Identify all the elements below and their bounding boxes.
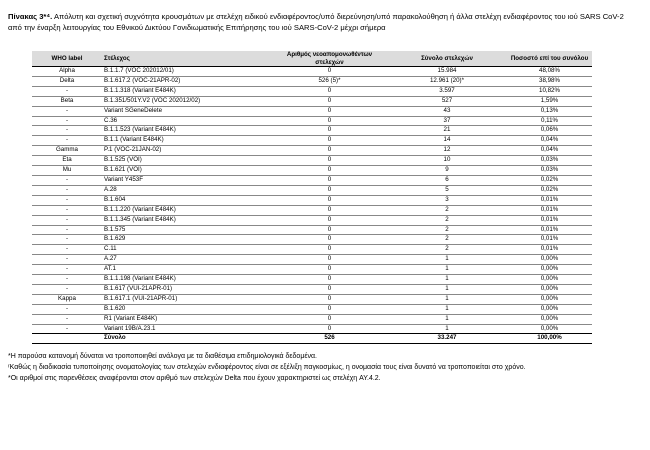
table-row — [32, 116, 592, 126]
cell-who-label: - — [65, 245, 69, 253]
cell-new-isolates: 0 — [327, 294, 332, 302]
cell-who-label: Gamma — [55, 146, 78, 154]
cell-percentage: 0,01% — [540, 205, 559, 213]
cell-who-label: - — [65, 215, 69, 223]
table-row — [32, 146, 592, 156]
cell-who-label: - — [65, 195, 69, 203]
table-row — [32, 275, 592, 285]
cell-total-strains: 1 — [445, 314, 449, 322]
cell-total-strains: 6 — [445, 175, 449, 183]
cell-strain: B.1.1.220 (Variant E484K) — [104, 205, 176, 213]
cell-new-isolates: 0 — [327, 255, 332, 263]
table-row — [32, 96, 592, 106]
footnotes — [8, 352, 608, 386]
cell-total-strains: 12.961 (20)* — [429, 76, 465, 84]
cell-total-strains: 21 — [443, 126, 451, 134]
cell-total-strains: 1 — [445, 275, 449, 283]
footnote: ʳΚαθώς η διαδικασία τυποποίησης ονοματολογίας των στελεχών ενδιαφέροντος είναι σε εξέλιξη παγκοσμίως, η ονομασία τους είναι δυνατό να τροποποιείται στο χρόνο. — [8, 364, 526, 372]
cell-who-label: - — [65, 235, 69, 243]
cell-new-isolates: 0 — [327, 275, 332, 283]
table-header-row — [32, 51, 592, 67]
cell-percentage: 0,00% — [540, 284, 559, 292]
cell-strain: Variant Y453F — [104, 175, 143, 183]
cell-who-label: Alpha — [59, 67, 75, 74]
cell-who-label: Delta — [59, 76, 75, 84]
cell-percentage: 0,01% — [540, 195, 559, 203]
cell-who-label: - — [65, 185, 69, 193]
cell-total-strains: 1 — [445, 255, 449, 263]
cell-total-strains: 1 — [445, 294, 449, 302]
table-row — [32, 126, 592, 136]
cell-who-label: - — [65, 205, 69, 213]
cell-who-label: Kappa — [58, 294, 76, 302]
table-row — [32, 175, 592, 185]
cell-percentage: 38,98% — [539, 76, 560, 84]
cell-new-isolates: 0 — [327, 265, 332, 273]
cell-percentage: 0,06% — [540, 126, 559, 134]
total-percentage: 100,00% — [507, 334, 592, 344]
cell-new-isolates: 0 — [327, 96, 332, 104]
table-row — [32, 324, 592, 334]
header-total-strains: Σύνολο στελεχών — [387, 51, 507, 67]
cell-who-label: Beta — [60, 96, 74, 104]
cell-strain: AT.1 — [104, 265, 116, 273]
cell-total-strains: 2 — [445, 205, 449, 213]
header-new-isolates: Αριθμός νεοαπομονωθέντων στελεχών — [272, 51, 387, 67]
cell-who-label: - — [65, 136, 69, 144]
cell-percentage: 0,04% — [540, 146, 559, 154]
cell-strain: B.1.1.7 (VOC 202012/01) — [104, 67, 174, 74]
cell-percentage: 0,00% — [540, 294, 559, 302]
cell-strain: B.1.1.523 (Variant E484K) — [104, 126, 176, 134]
table-row — [32, 195, 592, 205]
cell-total-strains: 3 — [445, 195, 449, 203]
cell-percentage: 0,11% — [540, 116, 559, 124]
total-who-label — [32, 334, 102, 344]
cell-strain: B.1.617 (VUI-21APR-01) — [104, 284, 173, 292]
total-new-isolates: 526 — [272, 334, 387, 344]
cell-strain: B.1.575 — [104, 225, 126, 233]
header-percentage: Ποσοστό επί του συνόλου — [507, 51, 592, 67]
cell-new-isolates: 0 — [327, 166, 332, 174]
cell-who-label: - — [65, 284, 69, 292]
table-row — [32, 215, 592, 225]
cell-who-label: - — [65, 314, 69, 322]
cell-total-strains: 15.984 — [437, 67, 457, 74]
header-who-label: WHO label — [32, 51, 102, 67]
cell-who-label: - — [65, 324, 69, 332]
cell-percentage: 0,01% — [540, 225, 559, 233]
cell-new-isolates: 0 — [327, 324, 332, 332]
total-label: Σύνολο — [102, 334, 272, 344]
cell-who-label: Eta — [62, 156, 72, 164]
cell-who-label: - — [65, 255, 69, 263]
caption-label: Πίνακας 3*⁴. — [8, 12, 53, 21]
cell-new-isolates: 0 — [327, 146, 332, 154]
cell-who-label: Mu — [62, 166, 72, 174]
cell-new-isolates: 0 — [327, 175, 332, 183]
cell-percentage: 0,01% — [540, 245, 559, 253]
cell-strain: B.1.620 — [104, 304, 126, 312]
cell-percentage: 0,04% — [540, 136, 559, 144]
cell-total-strains: 2 — [445, 245, 449, 253]
cell-new-isolates: 0 — [327, 314, 332, 322]
cell-percentage: 0,03% — [540, 156, 559, 164]
cell-total-strains: 5 — [445, 185, 449, 193]
cell-who-label: - — [65, 86, 69, 94]
cell-strain: A.28 — [104, 185, 117, 193]
cell-total-strains: 10 — [443, 156, 451, 164]
cell-strain: R1 (Variant E484K) — [104, 314, 158, 322]
cell-strain: B.1.617.2 (VOC-21APR-02) — [104, 76, 181, 84]
footnote: *Η παρούσα κατανομή δύναται να τροποποιηθεί ανάλογα με τα διαθέσιμα επιδημιολογικά δεδομένα. — [8, 353, 317, 360]
footnote: *Οι αριθμοί στις παρενθέσεις αναφέρονται στον αριθμό των στελεχών Delta που έχουν χαρακτηριστεί ως στελέχη AY.4.2. — [8, 375, 381, 383]
cell-who-label: - — [65, 175, 69, 183]
cell-total-strains: 2 — [445, 215, 449, 223]
cell-total-strains: 12 — [443, 146, 451, 154]
table-row — [32, 67, 592, 77]
cell-new-isolates: 0 — [327, 185, 332, 193]
cell-strain: Variant SGeneDelete — [104, 106, 163, 114]
cell-new-isolates: 0 — [327, 86, 332, 94]
cell-percentage: 0,02% — [540, 175, 559, 183]
table-row — [32, 136, 592, 146]
cell-strain: B.1.351/501Y.V2 (VOC 202012/02) — [104, 96, 201, 104]
cell-strain: B.1.1.198 (Variant E484K) — [104, 275, 176, 283]
cell-total-strains: 43 — [443, 106, 451, 114]
table-caption — [8, 12, 638, 33]
cell-who-label: - — [65, 126, 69, 134]
cell-percentage: 0,00% — [540, 314, 559, 322]
cell-new-isolates: 0 — [327, 304, 332, 312]
cell-new-isolates: 0 — [327, 195, 332, 203]
cell-total-strains: 2 — [445, 225, 449, 233]
cell-total-strains: 1 — [445, 304, 449, 312]
cell-new-isolates: 0 — [327, 136, 332, 144]
table-row — [32, 166, 592, 176]
table-row — [32, 76, 592, 86]
cell-who-label: - — [65, 275, 69, 283]
cell-new-isolates: 0 — [327, 156, 332, 164]
cell-new-isolates: 0 — [327, 106, 332, 114]
cell-strain: B.1.1.345 (Variant E484K) — [104, 215, 176, 223]
cell-strain: B.1.629 — [104, 235, 126, 243]
cell-new-isolates: 0 — [327, 245, 332, 253]
cell-total-strains: 527 — [441, 96, 453, 104]
table-row — [32, 205, 592, 215]
cell-total-strains: 1 — [445, 265, 449, 273]
cell-who-label: - — [65, 304, 69, 312]
cell-total-strains: 37 — [443, 116, 451, 124]
cell-strain: Variant 19B/A.23.1 — [104, 324, 156, 332]
cell-new-isolates: 0 — [327, 284, 332, 292]
cell-who-label: - — [65, 116, 69, 124]
cell-percentage: 0,00% — [540, 265, 559, 273]
cell-who-label: - — [65, 106, 69, 114]
cell-new-isolates: 526 (5)* — [318, 76, 341, 84]
cell-strain: A.27 — [104, 255, 117, 263]
table-row — [32, 245, 592, 255]
cell-percentage: 0,00% — [540, 275, 559, 283]
table-total-row — [32, 334, 592, 344]
table-row — [32, 284, 592, 294]
table-row — [32, 225, 592, 235]
total-strains: 33.247 — [387, 334, 507, 344]
cell-new-isolates: 0 — [327, 116, 332, 124]
cell-percentage: 0,00% — [540, 324, 559, 332]
cell-percentage: 0,00% — [540, 304, 559, 312]
cell-new-isolates: 0 — [327, 67, 332, 74]
cell-total-strains: 1 — [445, 284, 449, 292]
cell-total-strains: 1 — [445, 324, 449, 332]
caption-text: Απόλυτη και σχετική συχνότητα κρουσμάτων με στελέχη ειδικού ενδιαφέροντος/υπό διερεύνηση/υπό παρακολούθηση ή άλλα στελέχη ενδιαφέροντος του ιού SARS CoV-2 από την έναρξη λειτουργίας του Εθνικού Δικτύου Γονιδιωματικής Επιτήρησης του ιού SARS-CoV-2 μέχρι σήμερα — [8, 12, 624, 32]
table-row — [32, 304, 592, 314]
table-row — [32, 314, 592, 324]
cell-percentage: 0,13% — [540, 106, 559, 114]
cell-percentage: 0,01% — [540, 215, 559, 223]
cell-strain: B.1.604 — [104, 195, 126, 203]
cell-total-strains: 14 — [443, 136, 451, 144]
cell-new-isolates: 0 — [327, 126, 332, 134]
cell-strain: B.1.621 (VOI) — [104, 166, 142, 174]
cell-new-isolates: 0 — [327, 225, 332, 233]
cell-total-strains: 2 — [445, 235, 449, 243]
cell-percentage: 0,03% — [540, 166, 559, 174]
cell-total-strains: 9 — [445, 166, 449, 174]
table-row — [32, 265, 592, 275]
table-row — [32, 106, 592, 116]
table-row — [32, 255, 592, 265]
cell-strain: C.36 — [104, 116, 118, 124]
cell-percentage: 1,59% — [540, 96, 559, 104]
cell-strain: P.1 (VOC-21JAN-02) — [104, 146, 162, 154]
cell-who-label: - — [65, 225, 69, 233]
cell-new-isolates: 0 — [327, 205, 332, 213]
cell-who-label: - — [65, 265, 69, 273]
table-row — [32, 235, 592, 245]
cell-strain: B.1.617.1 (VUI-21APR-01) — [104, 294, 178, 302]
cell-strain: B.1.1.318 (Variant E484K) — [104, 86, 176, 94]
cell-percentage: 0,00% — [540, 255, 559, 263]
cell-percentage: 0,02% — [540, 185, 559, 193]
cell-strain: C.11 — [104, 245, 117, 253]
cell-percentage: 48,08% — [539, 67, 560, 74]
cell-strain: B.1.1 (Variant E484K) — [104, 136, 164, 144]
variants-table — [32, 51, 592, 344]
cell-new-isolates: 0 — [327, 215, 332, 223]
table-row — [32, 294, 592, 304]
cell-percentage: 10,82% — [539, 86, 560, 94]
table-row — [32, 86, 592, 96]
cell-percentage: 0,01% — [540, 235, 559, 243]
cell-total-strains: 3.597 — [439, 86, 455, 94]
table-row — [32, 156, 592, 166]
table-row — [32, 185, 592, 195]
cell-strain: B.1.525 (VOI) — [104, 156, 142, 164]
header-strain: Στέλεχος — [102, 51, 272, 67]
cell-new-isolates: 0 — [327, 235, 332, 243]
